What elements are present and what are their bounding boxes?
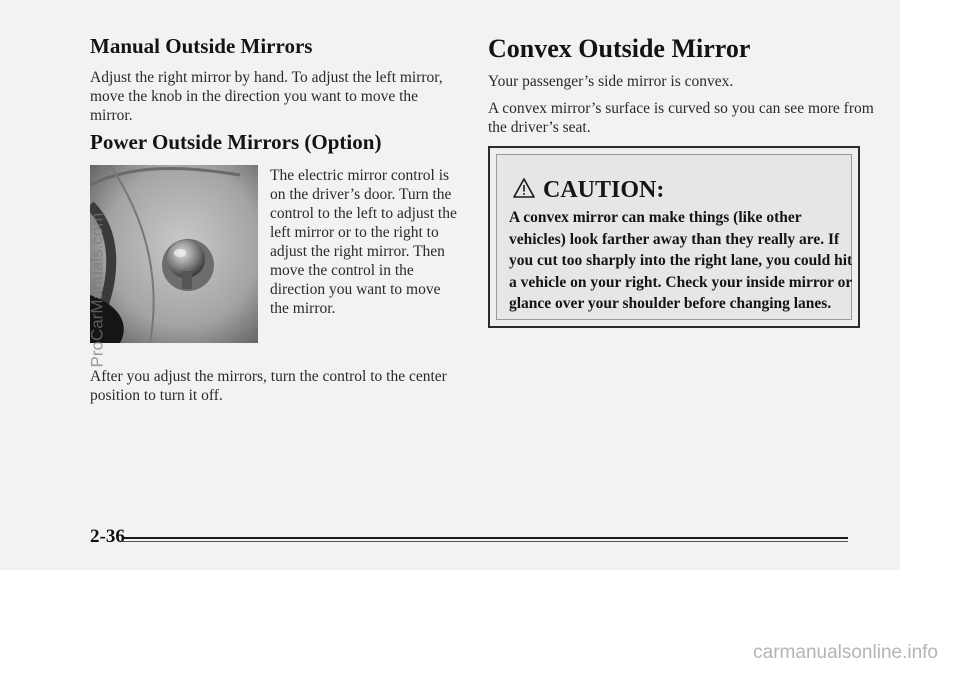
manual-mirrors-text: Adjust the right mirror by hand. To adjust the left mirror, move the knob in the direction you want to move the mirror. xyxy=(90,69,443,124)
side-watermark-text: ProCarManuals.com xyxy=(87,212,107,368)
mirror-control-photo xyxy=(90,165,258,343)
electric-control-text: The electric mirror control is on the driver’s door. Turn the control to the left to adjust the left mirror or to the right to adjust the right mirror. Then move the control in the direction you want to move the mirror. xyxy=(270,167,457,317)
footer-rule xyxy=(122,537,848,539)
caution-inner-panel xyxy=(496,154,852,320)
caution-header xyxy=(513,177,664,204)
manual-mirrors-heading: Manual Outside Mirrors xyxy=(90,34,313,58)
footer-rule-thin xyxy=(122,541,848,542)
warning-triangle-icon xyxy=(513,178,535,203)
convex-mirror-heading: Convex Outside Mirror xyxy=(488,34,751,63)
caution-text: A convex mirror can make things (like other vehicles) look farther away than they really are. If you cut too sharply into the right lane, you could hit a vehicle on your right. Check your inside mirror or glance over your shoulder before changing lanes. xyxy=(509,209,853,312)
convex-mirror-text-2: A convex mirror’s surface is curved so you can see more from the driver’s seat. xyxy=(488,100,874,136)
page-number: 2-36 xyxy=(90,526,125,547)
bottom-watermark: carmanualsonline.info xyxy=(753,642,938,663)
caution-box xyxy=(488,146,860,328)
convex-mirror-text-1: Your passenger’s side mirror is convex. xyxy=(488,73,734,90)
power-mirrors-heading: Power Outside Mirrors (Option) xyxy=(90,130,382,154)
after-adjust-text: After you adjust the mirrors, turn the control to the center position to turn it off. xyxy=(90,368,447,404)
mirror-control-illustration xyxy=(90,165,258,343)
caution-title: CAUTION: xyxy=(543,177,665,203)
